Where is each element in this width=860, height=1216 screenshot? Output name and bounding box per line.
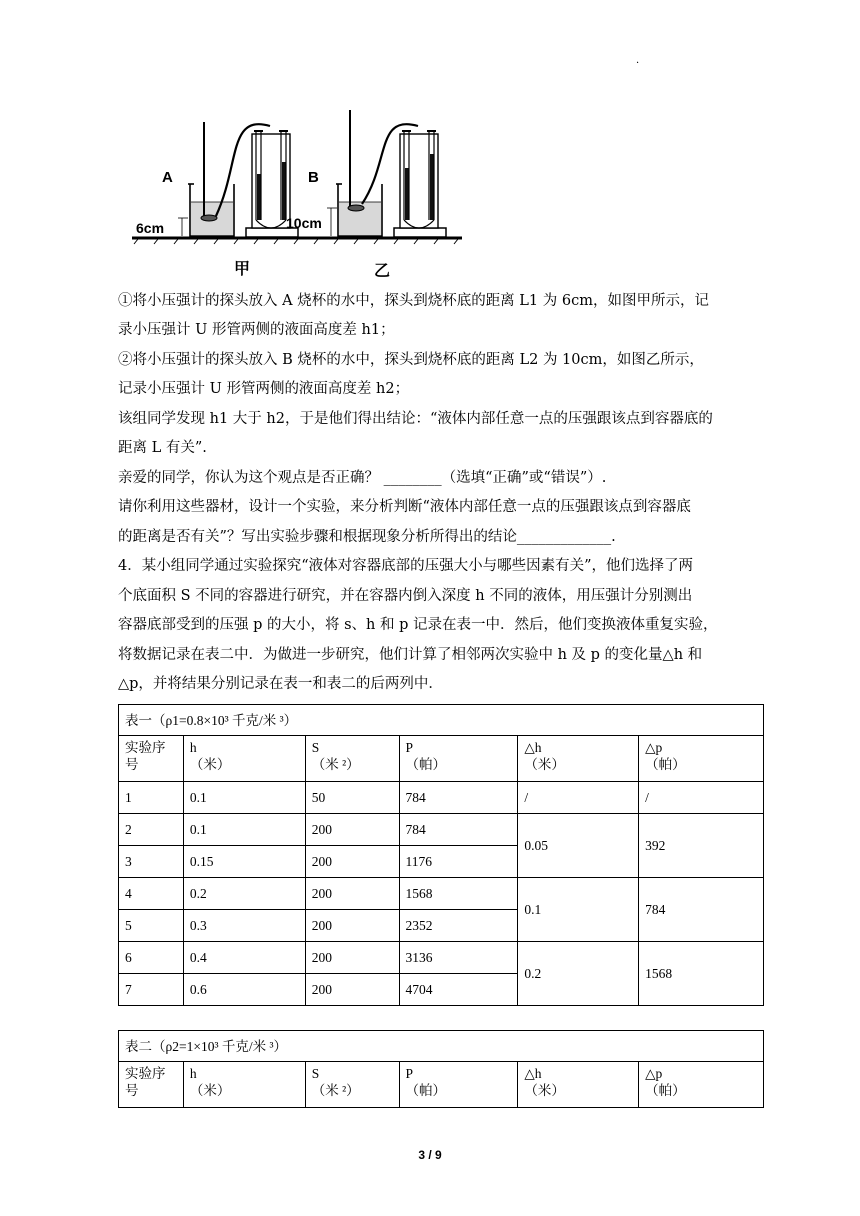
design-line2: 的距离是否有关”？写出实验步骤和根据现象分析所得出的结论_____________. <box>118 529 616 545</box>
header-dp: △p （帕） <box>639 736 764 782</box>
header-s: S （米 ²） <box>305 1062 399 1108</box>
table-row: 1 0.1 50 784 / / <box>119 782 764 814</box>
step2-line2: 记录小压强计 U 形管两侧的液面高度差 h2； <box>118 381 410 397</box>
header-index: 实验序 号 <box>119 736 184 782</box>
header-p: P （帕） <box>399 736 518 782</box>
page-number: 3 / 9 <box>418 1148 442 1162</box>
label-b: B <box>308 169 319 186</box>
page-dot: · <box>636 58 640 69</box>
table-1-caption: 表一（ρ1=0.8×10³ 千克/米 ³） <box>119 705 764 736</box>
setup-a <box>178 122 298 237</box>
finding-line1: 该组同学发现 h1 大于 h2，于是他们得出结论：“液体内部任意一点的压强跟该点到容器底的 <box>118 411 713 427</box>
merged-dp: 1568 <box>639 942 764 1006</box>
header-h: h （米） <box>183 736 305 782</box>
table-row: 4 0.2 200 1568 0.1 784 <box>119 878 764 910</box>
experiment-figure <box>128 104 464 284</box>
table-1-header <box>119 736 764 782</box>
step1-line2: 录小压强计 U 形管两侧的液面高度差 h1； <box>118 322 395 338</box>
header-index: 实验序 号 <box>119 1062 184 1108</box>
merged-dp: 784 <box>639 878 764 942</box>
table-row: 6 0.4 200 3136 0.2 1568 <box>119 942 764 974</box>
finding-line2: 距离 L 有关”. <box>118 440 207 456</box>
table-2 <box>118 1030 764 1108</box>
table-2-header <box>119 1062 764 1108</box>
table-row: 2 0.1 200 784 0.05 392 <box>119 814 764 846</box>
table-row: 7 0.6 200 4704 <box>119 974 764 1006</box>
header-h: h （米） <box>183 1062 305 1108</box>
setup-b <box>327 110 446 237</box>
merged-dh: 0.1 <box>518 878 639 942</box>
dim-a: 6cm <box>136 220 165 236</box>
table-row: 5 0.3 200 2352 <box>119 910 764 942</box>
header-dh: △h （米） <box>518 1062 639 1108</box>
header-dh: △h （米） <box>518 736 639 782</box>
step1-line1: ①将小压强计的探头放入 A 烧杯的水中，探头到烧杯底的距离 L1 为 6cm，如图甲所示，记 <box>118 293 709 309</box>
header-dp: △p （帕） <box>639 1062 764 1108</box>
q4-line3: 容器底部受到的压强 p 的大小，将 s、h 和 p 记录在表一中．然后，他们变换液体重复实验， <box>118 617 718 633</box>
header-s: S （米 ²） <box>305 736 399 782</box>
table-2-caption: 表二（ρ2=1×10³ 千克/米 ³） <box>119 1031 764 1062</box>
header-p: P （帕） <box>399 1062 518 1108</box>
design-line1: 请你利用这些器材，设计一个实验，来分析判断“液体内部任意一点的压强跟该点到容器底 <box>118 499 691 515</box>
label-a: A <box>162 169 173 186</box>
merged-dp: 392 <box>639 814 764 878</box>
caption-a: 甲 <box>234 259 251 278</box>
q4-line1: 4．某小组同学通过实验探究“液体对容器底部的压强大小与哪些因素有关”，他们选择了两 <box>118 558 694 574</box>
caption-b: 乙 <box>374 261 391 280</box>
merged-dh: 0.2 <box>518 942 639 1006</box>
table-row: 3 0.15 200 1176 <box>119 846 764 878</box>
q4-line2: 个底面积 S 不同的容器进行研究，并在容器内倒入深度 h 不同的液体，用压强计分别测出 <box>118 588 693 604</box>
dim-b: 10cm <box>286 215 322 231</box>
table-1 <box>118 704 764 1006</box>
q4-line4: 将数据记录在表二中．为做进一步研究，他们计算了相邻两次实验中 h 及 p 的变化量△h 和 <box>118 647 703 663</box>
question-correctness: 亲爱的同学，你认为这个观点是否正确？ ________（选填“正确”或“错误”）. <box>118 470 607 486</box>
merged-dh: 0.05 <box>518 814 639 878</box>
q4-line5: △p，并将结果分别记录在表一和表二的后两列中． <box>118 676 443 692</box>
step2-line1: ②将小压强计的探头放入 B 烧杯的水中，探头到烧杯底的距离 L2 为 10cm，如图乙所示， <box>118 352 704 368</box>
